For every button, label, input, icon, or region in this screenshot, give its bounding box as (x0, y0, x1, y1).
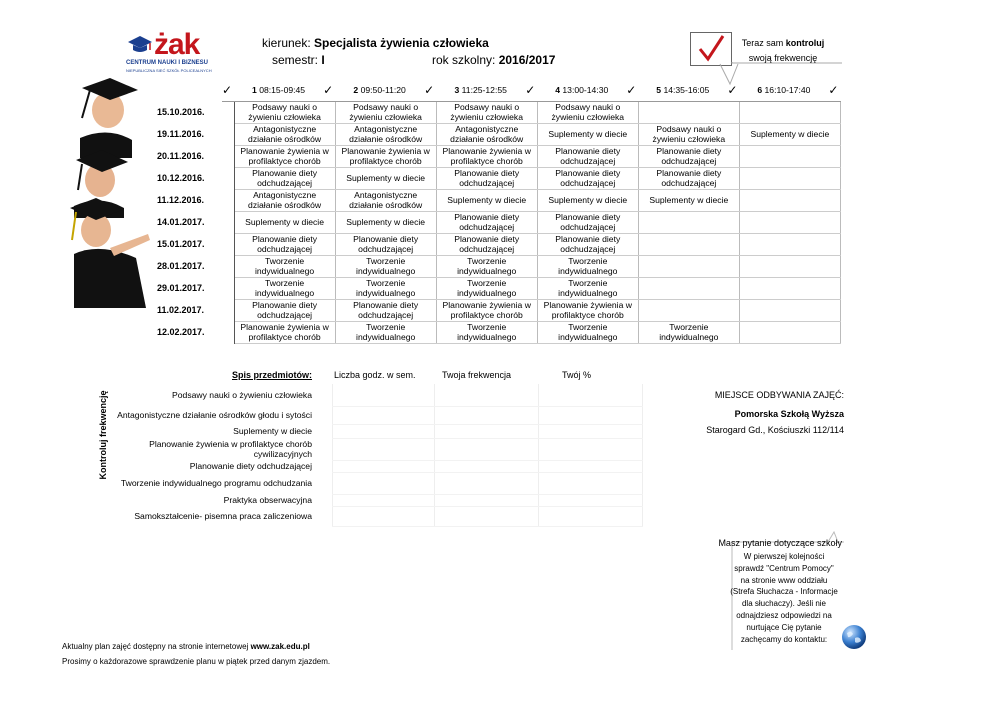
schedule-cell: Planowanie diety odchudzającej (436, 233, 537, 255)
check-mark: ✓ (323, 80, 335, 101)
schedule-cell: Planowanie diety odchudzającej (234, 167, 335, 189)
schedule-cell: Antagonistyczne działanie ośrodków (234, 189, 335, 211)
row-date: 19.11.2016. (150, 123, 234, 145)
schedule-cell (739, 277, 840, 299)
schedule-cell (739, 255, 840, 277)
schedule-cell: Planowanie żywienia w profilaktyce chorób (234, 321, 335, 343)
schedule-cell (638, 211, 739, 233)
subject-percent-input[interactable] (538, 424, 642, 438)
subject-spacer (316, 424, 332, 438)
subject-attendance-input[interactable] (434, 460, 538, 472)
subject-spacer (316, 384, 332, 406)
schedule-cell (638, 255, 739, 277)
period-time: 13:00-14:30 (562, 85, 609, 95)
subject-hours-input[interactable] (332, 494, 434, 506)
side-label-text: Kontroluj frekwencję (98, 390, 108, 480)
schedule-cell: Tworzenie indywidualnego (335, 277, 436, 299)
schedule-cell (739, 233, 840, 255)
row-date: 28.01.2017. (150, 255, 234, 277)
schedule-cell (739, 299, 840, 321)
schedule-cell: Podsawy nauki o żywieniu człowieka (436, 101, 537, 123)
schedule-body (150, 101, 840, 343)
schedule-cell: Tworzenie indywidualnego (234, 277, 335, 299)
schedule-cell: Tworzenie indywidualnego (537, 255, 638, 277)
graduate-figure-1 (80, 78, 138, 158)
subject-spacer (316, 472, 332, 494)
schedule-cell: Podsawy nauki o żywieniu człowieka (638, 123, 739, 145)
schedule-cell: Planowanie diety odchudzającej (537, 211, 638, 233)
subject-row (110, 472, 642, 494)
period-header-4 (537, 80, 626, 101)
period-time: 14:35-16:05 (663, 85, 710, 95)
subject-spacer (316, 460, 332, 472)
schedule-header (150, 80, 840, 101)
period-number: 6 (757, 85, 763, 95)
schedule-cell: Podsawy nauki o żywieniu człowieka (234, 101, 335, 123)
subject-row (110, 424, 642, 438)
date-header-spacer (150, 80, 222, 101)
period-number: 1 (252, 85, 257, 95)
schedule-cell: Planowanie diety odchudzającej (537, 233, 638, 255)
subject-row (110, 506, 642, 526)
period-number: 5 (656, 85, 662, 95)
schedule-cell (638, 233, 739, 255)
schedule-cell: Suplementy w diecie (335, 167, 436, 189)
schedule-cell (739, 189, 840, 211)
website-link[interactable]: www.zak.edu.pl (250, 642, 310, 651)
callout-line1: Teraz sam (741, 38, 786, 48)
subject-attendance-input[interactable] (434, 506, 538, 526)
subject-hours-input[interactable] (332, 506, 434, 526)
subject-spacer (316, 494, 332, 506)
brand-subtitle: CENTRUM NAUKI I BIZNESU (126, 60, 208, 66)
graduation-cap-icon (126, 34, 154, 54)
subject-name: Planowanie diety odchudzającej (189, 460, 312, 471)
schedule-cell: Planowanie żywienia w profilaktyce chorób (537, 299, 638, 321)
checkmark-box (690, 32, 732, 66)
schedule-row (150, 101, 840, 123)
schedule-cell: Planowanie diety odchudzającej (234, 299, 335, 321)
subject-spacer (316, 506, 332, 526)
schedule-cell: Podsawy nauki o żywieniu człowieka (537, 101, 638, 123)
subject-attendance-input[interactable] (434, 472, 538, 494)
subject-row (110, 406, 642, 424)
period-time: 09:50-11:20 (360, 85, 406, 95)
schedule-cell: Tworzenie indywidualnego (537, 277, 638, 299)
period-time: 11:25-12:55 (461, 85, 507, 95)
location-school: Pomorska Szkołą Wyższa (734, 409, 844, 419)
period-header-2 (335, 80, 424, 101)
location-label: MIEJSCE ODBYWANIA ZAJĘĆ: (714, 390, 844, 400)
schedule-cell: Antagonistyczne działanie ośrodków (335, 189, 436, 211)
callout-bold: kontroluj (785, 38, 825, 48)
schedule-cell: Antagonistyczne działanie ośrodków (335, 123, 436, 145)
subjects-table (110, 384, 643, 527)
row-date: 10.12.2016. (150, 167, 234, 189)
kierunek-value: Specjalista żywienia człowieka (314, 36, 489, 50)
schedule-cell: Suplementy w diecie (537, 123, 638, 145)
subject-percent-input[interactable] (538, 438, 642, 460)
schedule-cell: Antagonistyczne działanie ośrodków (436, 123, 537, 145)
schedule-cell: Tworzenie indywidualnego (436, 321, 537, 343)
row-date: 20.11.2016. (150, 145, 234, 167)
check-mark: ✓ (222, 80, 234, 101)
checkmark-icon (691, 33, 731, 65)
schedule-cell: Planowanie diety odchudzającej (537, 167, 638, 189)
subject-percent-input[interactable] (538, 494, 642, 506)
schedule-cell (638, 277, 739, 299)
row-date: 14.01.2017. (150, 211, 234, 233)
schedule-cell: Suplementy w diecie (234, 211, 335, 233)
schedule-cell: Tworzenie indywidualnego (537, 321, 638, 343)
brand-tagline: NIEPUBLICZNA SIEĆ SZKÓŁ POLICEALNYCH (126, 68, 212, 73)
semestr-value: I (321, 53, 325, 67)
check-mark: ✓ (525, 80, 537, 101)
subject-percent-input[interactable] (538, 472, 642, 494)
location-address: Starogard Gd., Kościuszki 112/114 (706, 425, 844, 435)
schedule-row (150, 277, 840, 299)
schedule-cell: Tworzenie indywidualnego (436, 255, 537, 277)
row-date: 11.12.2016. (150, 189, 234, 211)
rok-value: 2016/2017 (498, 53, 556, 67)
period-number: 3 (454, 85, 460, 95)
kierunek-label: kierunek: (262, 36, 311, 50)
row-date: 15.10.2016. (150, 101, 234, 123)
schedule-cell (739, 321, 840, 343)
subject-name: Samokształcenie- pisemna praca zaliczeniowa (134, 510, 312, 521)
subject-attendance-input[interactable] (434, 384, 538, 406)
percent-column-header: Twój % (562, 370, 592, 380)
subject-hours-input[interactable] (332, 472, 434, 494)
schedule-cell: Tworzenie indywidualnego (335, 255, 436, 277)
schedule-cell: Planowanie żywienia w profilaktyce chorób (436, 145, 537, 167)
schedule-cell: Tworzenie indywidualnego (436, 277, 537, 299)
subject-attendance-input[interactable] (434, 438, 538, 460)
check-mark: ✓ (828, 80, 840, 101)
semestr-label: semestr: (272, 53, 319, 67)
schedule-cell: Planowanie diety odchudzającej (537, 145, 638, 167)
subject-row (110, 460, 642, 472)
schedule-cell: Suplementy w diecie (436, 189, 537, 211)
subject-attendance-input[interactable] (434, 424, 538, 438)
schedule-cell (638, 299, 739, 321)
subject-row (110, 384, 642, 406)
subject-hours-input[interactable] (332, 406, 434, 424)
schedule-cell: Planowanie żywienia w profilaktyce chorób (335, 145, 436, 167)
schedule-cell: Suplementy w diecie (638, 189, 739, 211)
schedule-cell (739, 101, 840, 123)
schedule-row (150, 167, 840, 189)
subject-percent-input[interactable] (538, 384, 642, 406)
schedule-cell (739, 211, 840, 233)
schedule-cell: Planowanie diety odchudzającej (436, 167, 537, 189)
subject-row (110, 438, 642, 460)
schedule-cell: Suplementy w diecie (335, 211, 436, 233)
schedule-cell: Tworzenie indywidualnego (638, 321, 739, 343)
subject-name: Antagonistyczne działanie ośrodków głodu i sytości (117, 409, 312, 420)
callout-line2: swoją frekwencję (748, 53, 818, 63)
hours-column-header: Liczba godz. w sem. (334, 370, 416, 380)
question-title: Masz pytanie dotyczące szkoły (718, 538, 842, 548)
subject-percent-input[interactable] (538, 506, 642, 526)
schedule-cell (638, 101, 739, 123)
row-date: 29.01.2017. (150, 277, 234, 299)
brand-name: żak (154, 28, 200, 61)
schedule-row (150, 189, 840, 211)
schedule-cell: Planowanie diety odchudzającej (234, 233, 335, 255)
subjects-heading: Spis przedmiotów: (232, 370, 313, 380)
period-number: 2 (353, 85, 359, 95)
schedule-cell: Planowanie diety odchudzającej (638, 145, 739, 167)
subject-name: Tworzenie indywidualnego programu odchudzania (120, 477, 312, 488)
period-header-6 (739, 80, 828, 101)
attendance-column-header: Twoja frekwencja (442, 370, 512, 380)
subject-attendance-input[interactable] (434, 494, 538, 506)
schedule-cell: Planowanie żywienia w profilaktyce chorób (436, 299, 537, 321)
check-mark: ✓ (424, 80, 436, 101)
schedule-cell: Planowanie diety odchudzającej (436, 211, 537, 233)
subject-spacer (316, 438, 332, 460)
schedule-row (150, 233, 840, 255)
subject-hours-input[interactable] (332, 384, 434, 406)
schedule-row (150, 299, 840, 321)
row-date: 12.02.2017. (150, 321, 234, 343)
row-date: 15.01.2017. (150, 233, 234, 255)
subject-hours-input[interactable] (332, 424, 434, 438)
subject-hours-input[interactable] (332, 438, 434, 460)
schedule-cell: Suplementy w diecie (537, 189, 638, 211)
callout-text (738, 36, 828, 66)
schedule-cell: Planowanie żywienia w profilaktyce chorób (234, 145, 335, 167)
question-body: W pierwszej kolejności sprawdź "Centrum Pomocy" na stronie www oddziału (Strefa Słuchacza - Informacje dla słuchaczy). Jeśli nie odnajdziesz odpowiedzi na nurtujące Cię pytanie zachęcamy do kontaktu: (730, 552, 838, 644)
subject-name: Planowanie żywienia w profilaktyce chorób cywilizacyjnych (149, 438, 312, 459)
rok-label: rok szkolny: (432, 53, 496, 67)
period-time: 16:10-17:40 (764, 85, 811, 95)
schedule-cell: Podsawy nauki o żywieniu człowieka (335, 101, 436, 123)
schedule-cell: Planowanie diety odchudzającej (335, 233, 436, 255)
footer-line2: Prosimy o każdorazowe sprawdzenie planu w piątek przed danym zjazdem. (62, 657, 331, 666)
schedule-table (150, 80, 841, 344)
subject-spacer (316, 406, 332, 424)
subject-name: Podsawy nauki o żywieniu człowieka (172, 389, 312, 400)
schedule-cell: Tworzenie indywidualnego (335, 321, 436, 343)
attendance-side-label (96, 392, 110, 482)
kierunek-line (262, 36, 489, 50)
schedule-cell: Planowanie diety odchudzającej (335, 299, 436, 321)
footer-line1 (62, 642, 310, 651)
period-number: 4 (555, 85, 560, 95)
check-mark: ✓ (626, 80, 638, 101)
globe-icon[interactable] (841, 624, 867, 650)
check-mark: ✓ (727, 80, 739, 101)
subject-name: Suplementy w diecie (233, 425, 312, 436)
schedule-cell: Planowanie diety odchudzającej (638, 167, 739, 189)
schedule-row (150, 211, 840, 233)
footer-text: Aktualny plan zajęć dostępny na stronie internetowej (62, 642, 251, 651)
schedule-row (150, 145, 840, 167)
subject-name: Praktyka obserwacyjna (223, 494, 312, 505)
schedule-cell: Antagonistyczne działanie ośrodków (234, 123, 335, 145)
schedule-cell: Suplementy w diecie (739, 123, 840, 145)
schedule-row (150, 255, 840, 277)
period-time: 08:15-09:45 (259, 85, 306, 95)
schedule-cell (739, 145, 840, 167)
period-header-5 (638, 80, 727, 101)
row-date: 11.02.2017. (150, 299, 234, 321)
period-header-3 (436, 80, 525, 101)
subject-percent-input[interactable] (538, 406, 642, 424)
schedule-cell: Tworzenie indywidualnego (234, 255, 335, 277)
subject-row (110, 494, 642, 506)
rok-line (432, 53, 555, 67)
subject-percent-input[interactable] (538, 460, 642, 472)
subject-attendance-input[interactable] (434, 406, 538, 424)
graduates-illustration (60, 78, 155, 308)
schedule-cell (739, 167, 840, 189)
period-header-1 (234, 80, 323, 101)
schedule-row (150, 321, 840, 343)
schedule-row (150, 123, 840, 145)
zak-logo (126, 30, 216, 74)
semestr-line (272, 53, 325, 67)
subject-hours-input[interactable] (332, 460, 434, 472)
